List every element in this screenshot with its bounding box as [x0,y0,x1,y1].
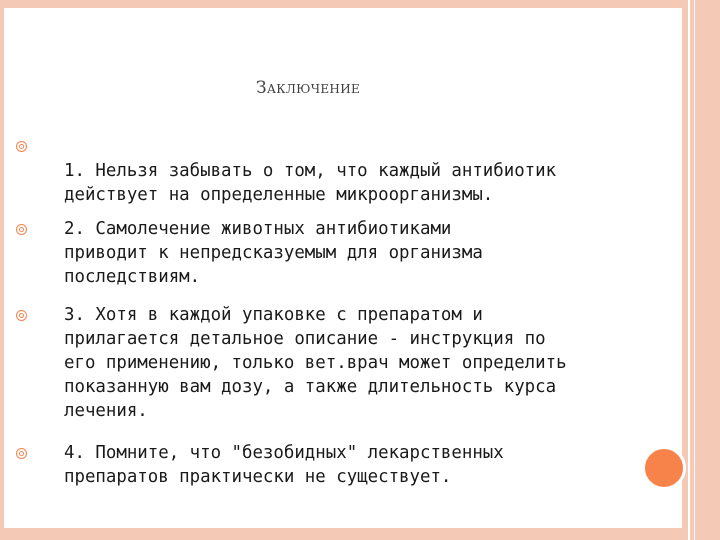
list-item: 2. Самолечение животных антибиотиками приводит к непредсказуемым для организма последствиям. [64,219,483,287]
bullet-icon [16,310,27,321]
list-item: 3. Хотя в каждой упаковке с препаратом и прилагается детальное описание - инструкция по его применению, только вет.врач может определить показанную вам дозу, а также длительность курса лечения. [64,305,567,421]
slide-title: Заключение [256,78,361,98]
list-item: 1. Нельзя забывать о том, что каждый антибиотик действует на определенные микроорганизмы. [64,161,557,205]
bullet-icon [16,448,27,459]
slide-frame-left [0,0,4,540]
bullet-icon [16,224,27,235]
slide-frame-bottom [0,528,720,540]
bullet-icon [16,141,27,152]
side-decoration-line [694,0,695,540]
side-decoration-line [688,0,690,540]
list-item: 4. Помните, что "безобидных" лекарственных препаратов практически не существует. [64,443,504,487]
slide-frame-top [0,0,720,8]
